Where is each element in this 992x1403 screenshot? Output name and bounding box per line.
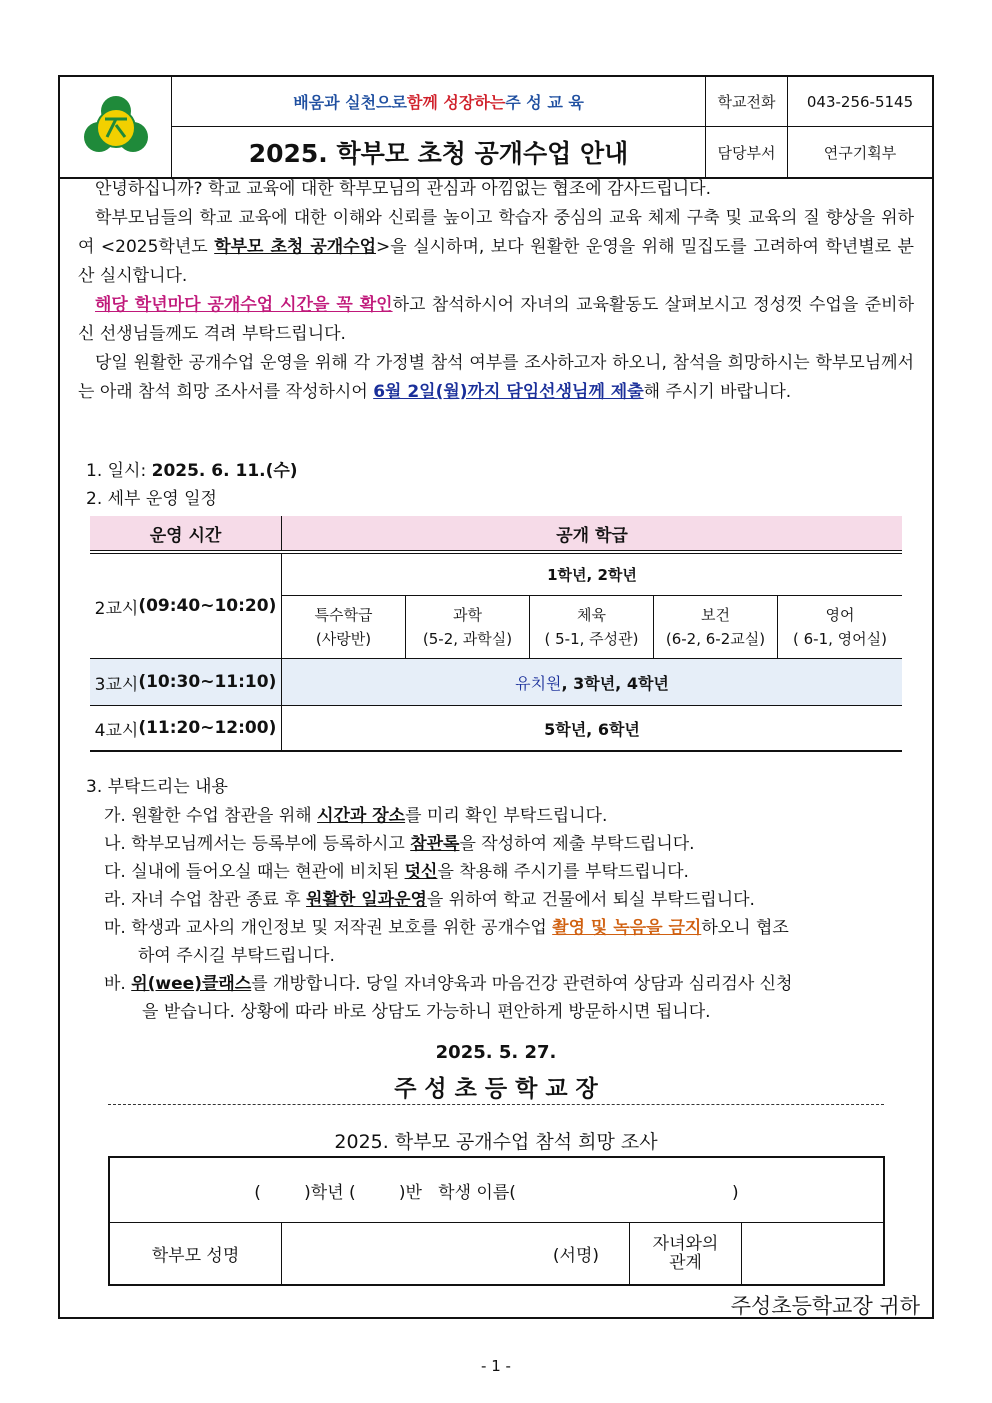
subject-cell: [654, 596, 778, 658]
survey-form: [108, 1156, 885, 1286]
principal-name: 주 성 초 등 학 교 장: [394, 1076, 598, 1102]
subject-name: 과학: [453, 606, 482, 624]
period-3-label: 3교시: [94, 674, 139, 695]
request-ma: [104, 913, 789, 938]
schedule-header-time: 운영 시간: [90, 516, 282, 550]
period-2-grades: 1학년, 2학년: [282, 554, 902, 596]
subject-name: 영어: [825, 606, 855, 624]
period-2-time: [90, 554, 282, 658]
request-na-text-c: 을 작성하여 제출 부탁드립니다.: [459, 834, 695, 854]
request-ra-text-c: 을 위하여 학교 건물에서 퇴실 부탁드립니다.: [426, 890, 755, 910]
period-4-grades: 5학년, 6학년: [544, 719, 640, 739]
relation-label: [630, 1223, 742, 1284]
period-3-time: [90, 659, 282, 705]
school-slogan: [172, 77, 706, 127]
intro-paragraph-3: [78, 291, 914, 349]
request-ma-text-c: 하오니 협조: [701, 918, 789, 938]
request-ga-highlight: 시간과 장소: [317, 806, 406, 826]
sign-label: (서명): [552, 1246, 599, 1266]
intro-p4-deadline: 6월 2일(월)까지 담임선생님께 제출: [373, 382, 644, 402]
request-ba-text-a: 바.: [104, 974, 132, 994]
period-3-grade-list: , 3학년, 4학년: [561, 673, 669, 693]
parent-name-field[interactable]: [282, 1223, 630, 1284]
request-da-highlight: 덧신: [404, 862, 438, 882]
dept-label: 담당부서: [706, 127, 788, 177]
request-na-text-a: 나. 학부모님께서는 등록부에 등록하시고: [104, 834, 411, 854]
subject-name: 보건: [701, 606, 730, 624]
intro-paragraph-2: [78, 204, 914, 291]
request-na: [104, 829, 695, 854]
request-na-highlight: 참관록: [410, 834, 460, 854]
request-ba: [104, 969, 793, 994]
addressee: 주성초등학교장 귀하: [730, 1294, 920, 1318]
relation-label-line-1: 자녀와의: [652, 1233, 719, 1254]
period-3-grades: [282, 659, 902, 705]
period-2-range: (09:40~10:20): [138, 596, 277, 616]
date-value: 2025. 6. 11.(수): [151, 461, 298, 481]
request-da-text-a: 다. 실내에 들어오실 때는 현관에 비치된: [104, 862, 405, 882]
intro-p3-text: 하고 참석하시어 자녀의 교육활동도 살펴보시고 정성껏 수업을 준비하신 선생님들께도 격려 부탁드립니다.: [78, 295, 914, 344]
student-info-row[interactable]: ( )학년 ( )반 학생 이름( ): [110, 1158, 883, 1223]
schedule-title: 2. 세부 운영 일정: [86, 489, 217, 509]
request-ma-text-a: 마. 학생과 교사의 개인정보 및 저작권 보호를 위한 공개수업: [104, 918, 553, 938]
period-4-time: [90, 706, 282, 750]
subject-name: 특수학급: [314, 606, 373, 624]
requests-title: 3. 부탁드리는 내용: [86, 777, 228, 797]
intro-paragraph-1: 안녕하십니까? 학교 교육에 대한 학부모님의 관심과 아낌없는 협조에 감사드립니다.: [95, 179, 712, 199]
intro-paragraph-4: [78, 349, 914, 407]
document-title: 2025. 학부모 초청 공개수업 안내: [172, 127, 706, 177]
request-ma-highlight: 촬영 및 녹음을 금지: [552, 918, 702, 938]
request-da-text-c: 을 착용해 주시기를 부탁드립니다.: [437, 862, 689, 882]
relation-field[interactable]: [742, 1223, 883, 1284]
request-ra-highlight: 원활한 일과운영: [306, 890, 427, 910]
request-ba-text-c: 를 개방합니다. 당일 자녀양육과 마음건강 관련하여 상담과 심리검사 신청: [251, 974, 793, 994]
subject-cell: [282, 596, 406, 658]
subject-cell: [406, 596, 530, 658]
page-number: - 1 -: [481, 1357, 511, 1375]
period-2-label: 2교시: [94, 598, 139, 619]
request-ba-cont: 을 받습니다. 상황에 따라 바로 상담도 가능하니 편안하게 방문하시면 됩니다.: [142, 1002, 711, 1022]
parent-name-label: 학부모 성명: [110, 1223, 282, 1284]
request-ra-text-a: 라. 자녀 수업 참관 종료 후: [104, 890, 307, 910]
request-ga-text-c: 를 미리 확인 부탁드립니다.: [405, 806, 608, 826]
intro-p2-text-c: >을 실시하며, 보다 원활한 운영을 위해 밀집도를 고려하여 학년별로 분산 실시합니다.: [78, 237, 914, 286]
survey-title: 2025. 학부모 공개수업 참석 희망 조사: [334, 1131, 658, 1153]
subject-room: ( 6-1, 영어실): [793, 630, 887, 648]
subject-room: (사랑반): [315, 630, 372, 648]
school-emblem-icon: [81, 95, 151, 159]
period-3-range: (10:30~11:10): [138, 672, 277, 692]
phone-label: 학교전화: [706, 77, 788, 127]
subject-room: (5-2, 과학실): [422, 630, 513, 648]
intro-p3-highlight: 해당 학년마다 공개수업 시간을 꼭 확인: [95, 295, 393, 315]
date-line: [86, 456, 298, 481]
intro-p2-text-a: 학부모님들의 학교 교육에 대한 이해와 신뢰를 높이고 학습자 중심의 교육 체제 구축 및 교육의 질 향상을 위하여 <2025학년도: [78, 208, 914, 257]
relation-label-line-2: 관계: [669, 1252, 702, 1273]
subject-cell: [530, 596, 654, 658]
table-bottom-rule: [90, 750, 902, 752]
kindergarten-label: 유치원: [515, 673, 562, 693]
header-table: [60, 77, 932, 179]
intro-p2-highlight: 학부모 초청 공개수업: [214, 237, 377, 257]
period-4-label: 4교시: [94, 720, 139, 741]
subject-room: (6-2, 6-2교실): [665, 630, 766, 648]
request-ra: [104, 885, 755, 910]
cut-line: [108, 1104, 884, 1105]
subject-cell: [778, 596, 902, 658]
subject-name: 체육: [577, 606, 606, 624]
intro-p4-text-c: 해 주시기 바랍니다.: [643, 382, 792, 402]
slogan-text-2: 함께 성장하는: [406, 93, 506, 112]
intro-p4-text-a: 당일 원활한 공개수업 운영을 위해 각 가정별 참석 여부를 조사하고자 하오니, 참석을 희망하시는 학부모님께서는 아래 참석 희망 조사서를 작성하시어: [78, 353, 914, 402]
slogan-text-3: 주 성 교 육: [505, 93, 584, 112]
slogan-text-1: 배움과 실천으로: [293, 93, 407, 112]
subject-room: ( 5-1, 주성관): [544, 630, 639, 648]
request-da: [104, 857, 689, 882]
request-ga: [104, 801, 607, 826]
sign-date: 2025. 5. 27.: [435, 1042, 557, 1063]
schedule-header-class: 공개 학급: [282, 516, 902, 550]
request-ma-cont: 하여 주시길 부탁드립니다.: [138, 946, 335, 966]
phone-value: 043-256-5145: [788, 77, 932, 127]
request-ba-highlight: 위(wee)클래스: [131, 974, 252, 994]
logo-cell: [60, 77, 172, 177]
dept-value: 연구기획부: [823, 143, 897, 162]
period-4-range: (11:20~12:00): [138, 718, 277, 738]
request-ga-text-a: 가. 원활한 수업 참관을 위해: [104, 806, 318, 826]
date-label: 1. 일시:: [86, 461, 152, 481]
